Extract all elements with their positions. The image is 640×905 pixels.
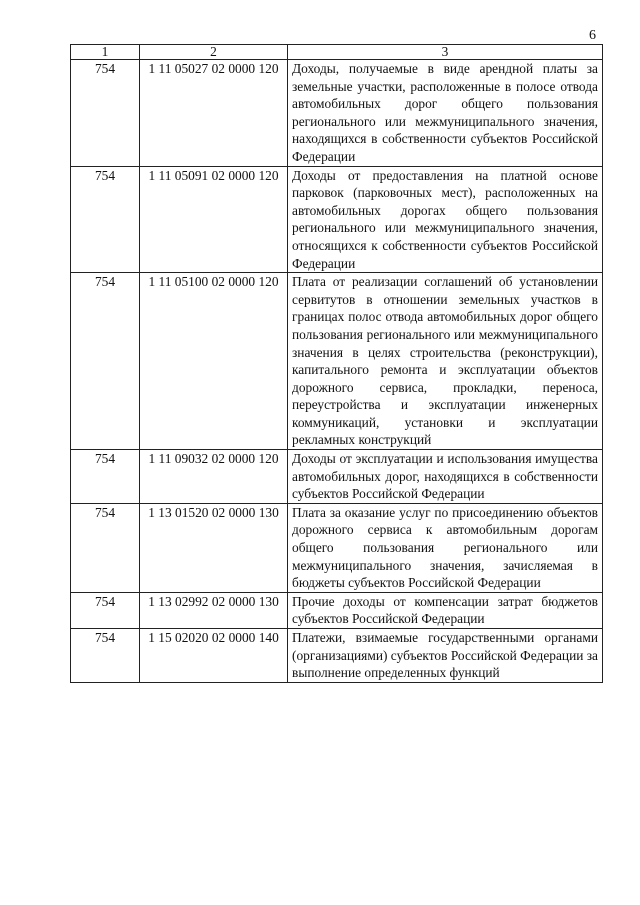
revenue-name-cell: Платежи, взимаемые государственными органами (организациями) субъектов Российской Федерации за выполнение определенных функций [288, 629, 603, 683]
table-row [71, 60, 603, 167]
revenue-code-cell: 1 15 02020 02 0000 140 [140, 629, 288, 683]
table-header [71, 45, 603, 60]
admin-code-cell: 754 [71, 592, 140, 628]
column-header-3: 3 [288, 45, 603, 60]
header-row [71, 45, 603, 60]
revenue-name-cell: Плата за оказание услуг по присоединению объектов дорожного сервиса к автомобильным дорогам общего пользования регионального или межмуниципального значения, зачисляемая в бюджеты субъектов Российской Федерации [288, 503, 603, 592]
revenue-name-cell: Плата от реализации соглашений об установлении сервитутов в отношении земельных участков в границах полос отвода автомобильных дорог общего пользования регионального или межмуниципального значения в целях строительства (реконструкции), капитального ремонта и эксплуатации объектов дорожного сервиса, прокладки, переноса, переустройства и эксплуатации инженерных коммуникаций, установки и эксплуатации рекламных конструкций [288, 273, 603, 450]
page-number: 6 [589, 28, 596, 43]
revenue-code-cell: 1 11 05091 02 0000 120 [140, 166, 288, 273]
table-row [71, 503, 603, 592]
revenue-codes-table [70, 44, 603, 683]
table-row [71, 450, 603, 504]
admin-code-cell: 754 [71, 60, 140, 167]
revenue-code-cell: 1 11 05100 02 0000 120 [140, 273, 288, 450]
admin-code-cell: 754 [71, 273, 140, 450]
revenue-code-cell: 1 11 09032 02 0000 120 [140, 450, 288, 504]
column-header-2: 2 [140, 45, 288, 60]
revenue-code-cell: 1 11 05027 02 0000 120 [140, 60, 288, 167]
revenue-name-cell: Прочие доходы от компенсации затрат бюджетов субъектов Российской Федерации [288, 592, 603, 628]
revenue-name-cell: Доходы от эксплуатации и использования имущества автомобильных дорог, находящихся в собственности субъектов Российской Федерации [288, 450, 603, 504]
revenue-name-cell: Доходы, получаемые в виде арендной платы за земельные участки, расположенные в полосе отвода автомобильных дорог общего пользования регионального или межмуниципального значения, находящихся в собственности субъектов Российской Федерации [288, 60, 603, 167]
revenue-code-cell: 1 13 01520 02 0000 130 [140, 503, 288, 592]
table-row [71, 629, 603, 683]
table-row [71, 166, 603, 273]
admin-code-cell: 754 [71, 166, 140, 273]
admin-code-cell: 754 [71, 629, 140, 683]
table-row [71, 273, 603, 450]
table-body [71, 60, 603, 683]
column-header-1: 1 [71, 45, 140, 60]
admin-code-cell: 754 [71, 503, 140, 592]
table-row [71, 592, 603, 628]
revenue-name-cell: Доходы от предоставления на платной основе парковок (парковочных мест), расположенных на автомобильных дорогах общего пользования регионального или межмуниципального значения, относящихся к собственности субъектов Российской Федерации [288, 166, 603, 273]
admin-code-cell: 754 [71, 450, 140, 504]
revenue-code-cell: 1 13 02992 02 0000 130 [140, 592, 288, 628]
